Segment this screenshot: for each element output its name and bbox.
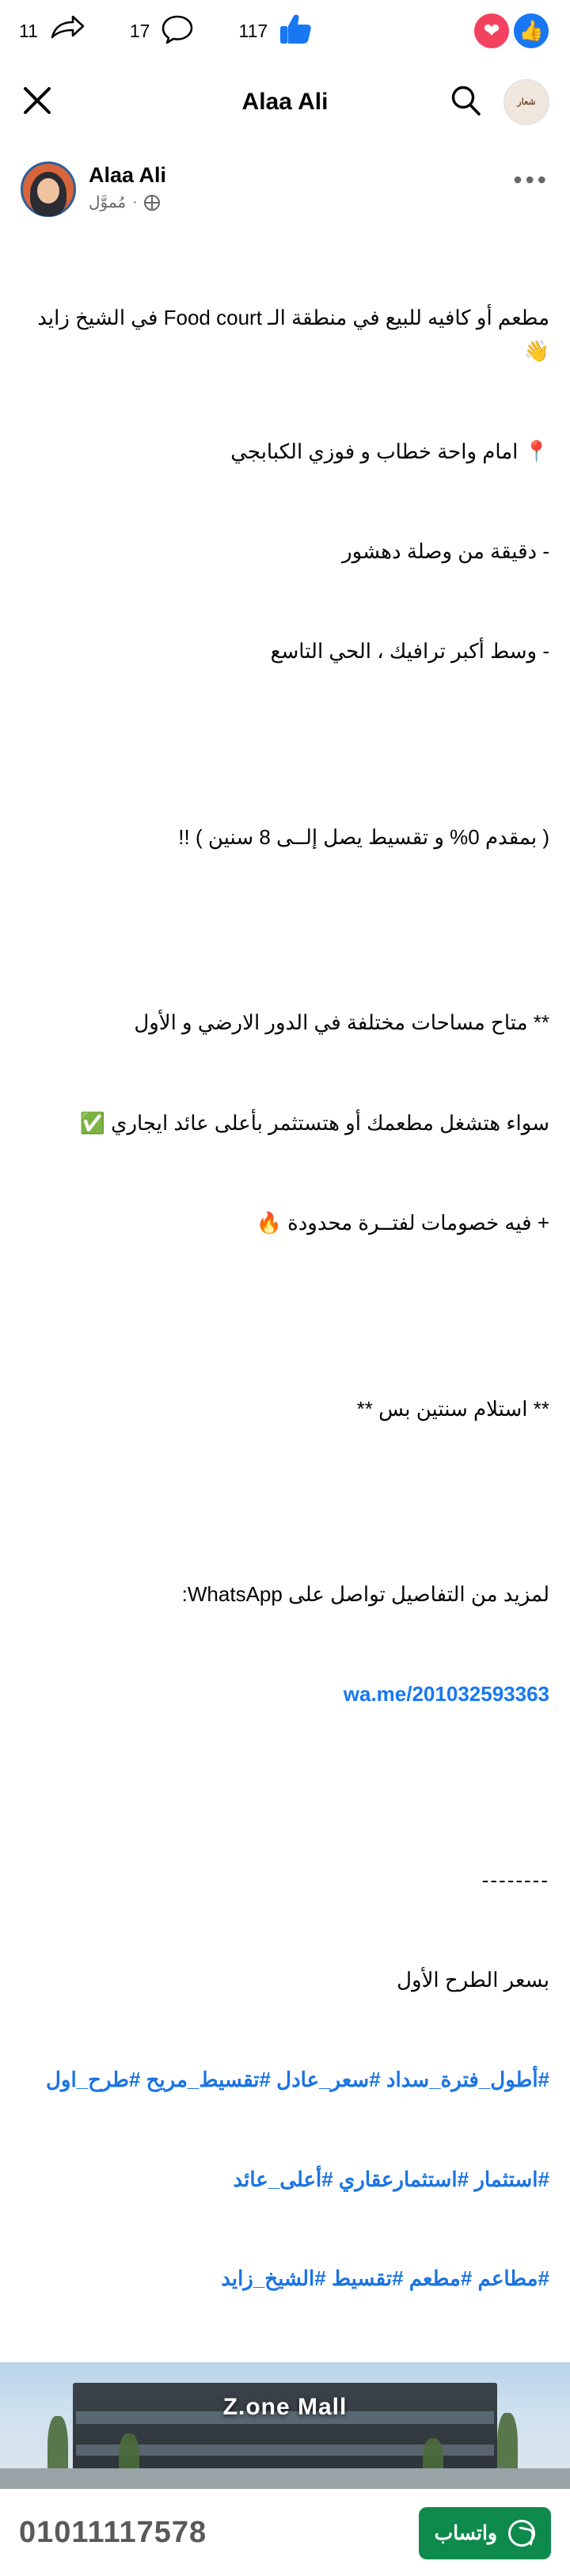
whatsapp-button-label: واتساب	[434, 2521, 497, 2544]
reactions-bar	[0, 0, 570, 62]
post-blank-line	[21, 1778, 549, 1797]
hashtag-line[interactable]: #استثمار #استثمارعقاري #أعلى_عائد	[233, 2167, 549, 2191]
post-separator: ·	[132, 193, 138, 211]
page-avatar[interactable]: شعار	[504, 79, 549, 125]
hashtag-line[interactable]: #مطاعم #مطعم #تقسيط #الشيخ_زايد	[221, 2266, 549, 2291]
avatar-face	[37, 178, 59, 204]
like-count: 117	[238, 20, 268, 41]
post-blank-line	[21, 920, 549, 939]
post-author-name[interactable]: Alaa Ali	[89, 163, 167, 187]
whatsapp-button[interactable]	[419, 2507, 551, 2559]
post-line: ** متاح مساحات مختلفة في الدور الارضي و الأول	[134, 1010, 549, 1035]
road-strip	[0, 2468, 570, 2489]
post-line: ** استلام سنتين بس **	[356, 1396, 549, 1421]
post-actions	[19, 13, 314, 50]
avatar[interactable]	[21, 162, 76, 217]
app-header	[0, 62, 570, 143]
post-line: مطعم أو كافيه للبيع في منطقة الـ Food court في الشيخ زايد 👋	[31, 306, 549, 363]
sponsored-label: مُموَّل	[89, 194, 127, 211]
comment-count: 17	[129, 20, 150, 41]
post-header	[0, 143, 570, 217]
like-reaction-icon: 👍	[511, 11, 551, 51]
post-subtitle	[89, 192, 160, 212]
share-icon[interactable]	[49, 13, 86, 49]
post-container	[0, 143, 570, 2362]
whatsapp-icon	[508, 2520, 535, 2547]
post-line: - وسط أكبر ترافيك ، الحي التاسع	[270, 639, 549, 664]
post-blank-line	[21, 1492, 549, 1511]
comment-icon[interactable]	[161, 13, 194, 49]
header-left-group	[448, 79, 549, 125]
post-line: 📍 امام واحة خطاب و فوزي الكبابجي	[230, 439, 549, 463]
page-title: Alaa Ali	[241, 89, 329, 115]
thumbs-up-icon[interactable]	[279, 13, 314, 50]
post-line: + فيه خصومات لفتــرة محدودة 🔥	[256, 1211, 549, 1235]
hashtag-line[interactable]: #أطول_فترة_سداد #سعر_عادل #تقسيط_مريح #طرح_اول	[46, 2067, 549, 2091]
whatsapp-link[interactable]: wa.me/201032593363	[343, 1682, 549, 1707]
post-line: - دقيقة من وصلة دهشور	[342, 538, 549, 563]
post-line: لمزيد من التفاصيل تواصل على WhatsApp:	[181, 1582, 549, 1607]
post-body	[0, 217, 570, 2362]
reaction-pills[interactable]	[483, 11, 551, 51]
post-price-line: بسعر الطرح الأول	[397, 1968, 549, 1992]
post-author-block	[89, 162, 500, 212]
cta-bar	[0, 2489, 570, 2576]
close-icon[interactable]	[21, 84, 54, 121]
share-count: 11	[19, 20, 38, 41]
post-options-icon[interactable]: •••	[513, 166, 549, 194]
heart-reaction-icon: ❤	[472, 11, 511, 51]
mall-name-label: Z.one Mall	[222, 2394, 348, 2421]
post-divider-dashes: --------	[481, 1868, 549, 1893]
post-line: سواء هتشغل مطعمك أو هتستثمر بأعلى عائد ايجاري ✅	[79, 1110, 549, 1135]
globe-icon	[144, 195, 160, 211]
search-icon[interactable]	[448, 83, 483, 122]
post-line: ( بمقدم 0% و تقسيط يصل إلــى 8 سنين ) !!	[178, 824, 549, 849]
post-image[interactable]	[0, 2362, 570, 2489]
post-blank-line	[21, 735, 549, 754]
phone-number[interactable]: 01011117578	[19, 2516, 207, 2550]
post-blank-line	[21, 1306, 549, 1325]
